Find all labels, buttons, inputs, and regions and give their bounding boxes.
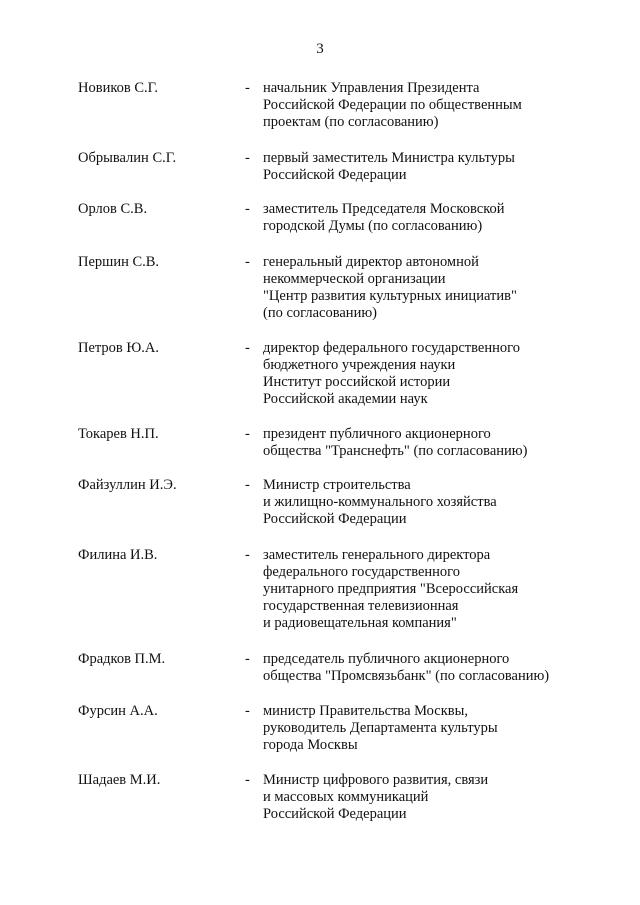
- position-line: (по согласованию): [263, 305, 377, 321]
- position-line: председатель публичного акционерного: [263, 651, 510, 667]
- page-number: 3: [316, 41, 324, 57]
- roster-entry: [0, 80, 640, 150]
- member-position: [263, 703, 603, 754]
- position-line: заместитель Председателя Московской: [263, 201, 505, 217]
- roster-entry: [0, 426, 640, 477]
- member-roster: [0, 80, 640, 832]
- separator-dash: -: [245, 477, 250, 493]
- roster-entry: [0, 340, 640, 426]
- separator-dash: -: [245, 254, 250, 270]
- position-line: Российской Федерации: [263, 167, 407, 183]
- separator-dash: -: [245, 201, 250, 217]
- position-line: федерального государственного: [263, 564, 461, 580]
- position-line: и радиовещательная компания": [263, 615, 457, 631]
- member-name: Фурсин А.А.: [78, 703, 158, 719]
- member-name: Новиков С.Г.: [78, 80, 159, 96]
- position-line: министр Правительства Москвы,: [263, 703, 468, 719]
- roster-entry: [0, 772, 640, 832]
- roster-entry: [0, 254, 640, 340]
- separator-dash: -: [245, 426, 250, 442]
- roster-entry: [0, 547, 640, 651]
- position-line: руководитель Департамента культуры: [263, 720, 498, 736]
- position-line: общества "Транснефть" (по согласованию): [263, 443, 528, 459]
- position-line: Российской академии наук: [263, 391, 428, 407]
- position-line: Министр строительства: [263, 477, 411, 493]
- position-line: государственная телевизионная: [263, 598, 459, 614]
- member-name: Филина И.В.: [78, 547, 158, 563]
- member-position: [263, 254, 603, 322]
- position-line: Российской Федерации: [263, 806, 407, 822]
- separator-dash: -: [245, 651, 250, 667]
- separator-dash: -: [245, 340, 250, 356]
- member-name: Орлов С.В.: [78, 201, 148, 217]
- member-name: Обрывалин С.Г.: [78, 150, 177, 166]
- member-name: Токарев Н.П.: [78, 426, 159, 442]
- position-line: бюджетного учреждения науки: [263, 357, 456, 373]
- member-position: [263, 150, 603, 184]
- member-name: Фрадков П.М.: [78, 651, 166, 667]
- member-position: [263, 80, 603, 131]
- position-line: Министр цифрового развития, связи: [263, 772, 489, 788]
- position-line: общества "Промсвязьбанк" (по согласованию): [263, 668, 550, 684]
- roster-entry: [0, 201, 640, 254]
- position-line: города Москвы: [263, 737, 358, 753]
- position-line: президент публичного акционерного: [263, 426, 491, 442]
- position-line: Институт российской истории: [263, 374, 451, 390]
- position-line: Российской Федерации по общественным: [263, 97, 522, 113]
- separator-dash: -: [245, 150, 250, 166]
- separator-dash: -: [245, 772, 250, 788]
- position-line: и массовых коммуникаций: [263, 789, 429, 805]
- separator-dash: -: [245, 703, 250, 719]
- position-line: Российской Федерации: [263, 511, 407, 527]
- position-line: и жилищно-коммунального хозяйства: [263, 494, 497, 510]
- roster-entry: [0, 651, 640, 703]
- member-position: [263, 201, 603, 235]
- position-line: "Центр развития культурных инициатив": [263, 288, 517, 304]
- position-line: унитарного предприятия "Всероссийская: [263, 581, 519, 597]
- member-name: Шадаев М.И.: [78, 772, 161, 788]
- position-line: заместитель генерального директора: [263, 547, 491, 563]
- member-position: [263, 426, 603, 460]
- member-name: Першин С.В.: [78, 254, 160, 270]
- position-line: городской Думы (по согласованию): [263, 218, 483, 234]
- member-position: [263, 772, 603, 823]
- member-name: Петров Ю.А.: [78, 340, 160, 356]
- roster-entry: [0, 703, 640, 772]
- separator-dash: -: [245, 547, 250, 563]
- member-position: [263, 477, 603, 528]
- position-line: первый заместитель Министра культуры: [263, 150, 515, 166]
- position-line: генеральный директор автономной: [263, 254, 479, 270]
- member-position: [263, 651, 603, 685]
- position-line: некоммерческой организации: [263, 271, 446, 287]
- roster-entry: [0, 477, 640, 547]
- member-position: [263, 547, 603, 632]
- separator-dash: -: [245, 80, 250, 96]
- member-position: [263, 340, 603, 408]
- roster-entry: [0, 150, 640, 201]
- position-line: проектам (по согласованию): [263, 114, 439, 130]
- member-name: Файзуллин И.Э.: [78, 477, 177, 493]
- position-line: начальник Управления Президента: [263, 80, 480, 96]
- position-line: директор федерального государственного: [263, 340, 520, 356]
